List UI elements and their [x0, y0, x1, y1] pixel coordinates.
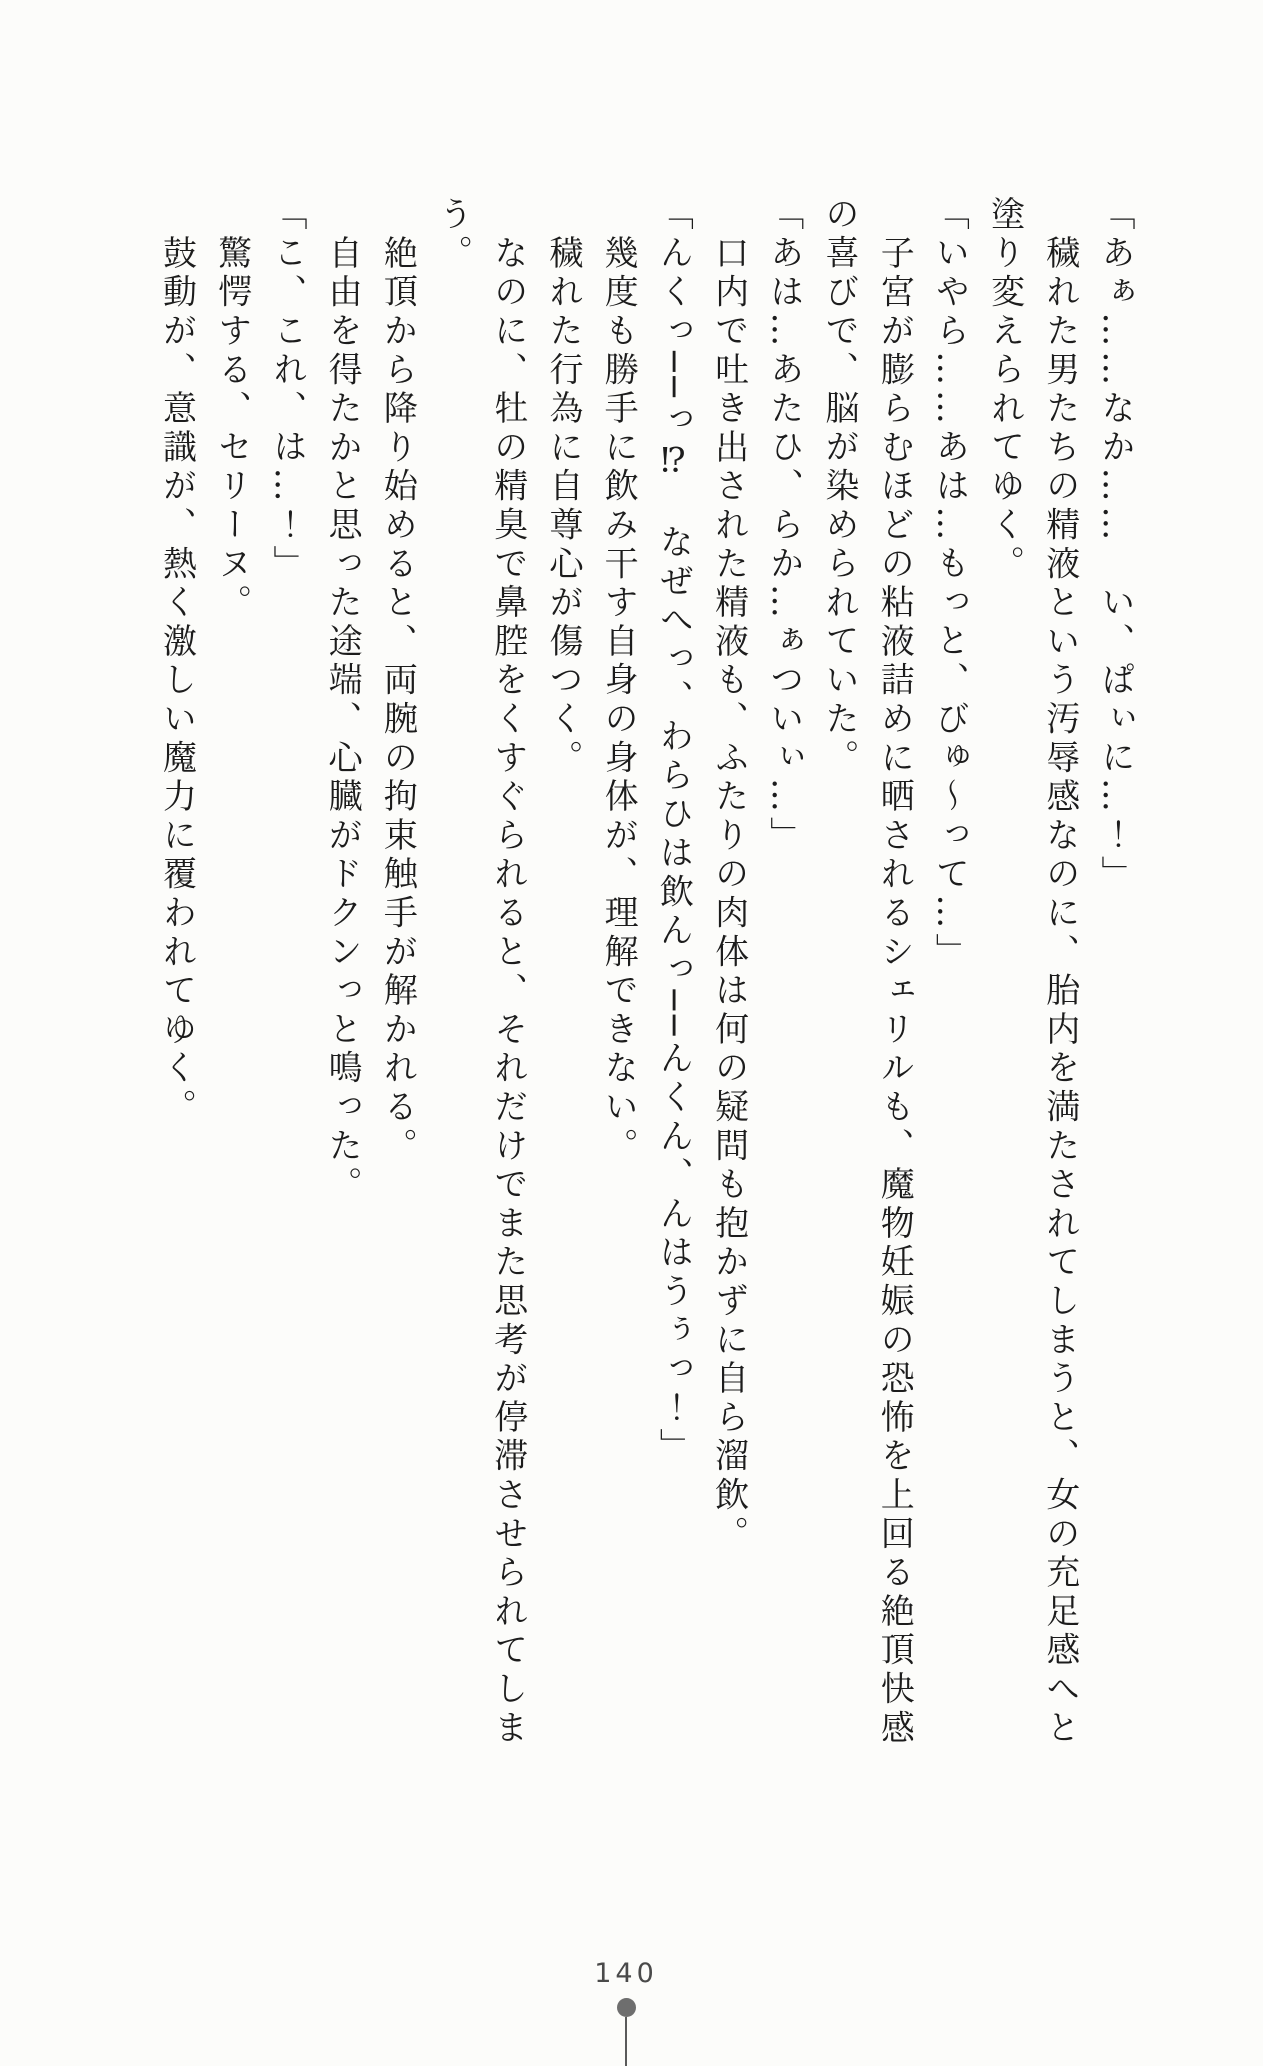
bookmark-dot-icon	[617, 1998, 636, 2017]
text-line: 驚愕する、セリーヌ。	[211, 234, 252, 623]
text-line: 絶頂から降り始めると、両腕の拘束触手が解かれる。	[377, 234, 418, 1166]
text-line: なのに、牡の精臭で鼻腔をくすぐられると、それだけでまた思考が停滞させられてしま	[487, 234, 528, 1748]
text-line: 「あぁ……なか…… い、ぱぃに…！」	[1095, 196, 1135, 895]
text-line: う。	[432, 196, 473, 274]
text-line: 「いやら……あは…もっと、びゅ〜って…」	[929, 196, 970, 972]
text-line: 「こ、これ、は…！」	[266, 196, 307, 584]
text-line: 「んくっ──っ⁉ なぜへっ、わらひは飲んっ──んくん、んはうぅっ！」	[653, 196, 694, 1468]
text-line: 「あは…あたひ、らか…ぁついぃ…」	[763, 196, 804, 856]
text-line: の喜びで、脳が染められていた。	[818, 196, 859, 778]
bookmark-tail-line	[625, 2017, 627, 2066]
text-line: 穢れた男たちの精液という汚辱感なのに、胎内を満たされてしまうと、女の充足感へと	[1039, 234, 1080, 1748]
text-line: 幾度も勝手に飲み干す自身の身体が、理解できない。	[598, 234, 639, 1166]
page-number: 140	[594, 1958, 658, 1989]
page-footer	[563, 1958, 689, 2066]
text-line: 子宮が膨らむほどの粘液詰めに晒されるシェリルも、魔物妊娠の恐怖を上回る絶頂快感	[874, 234, 915, 1748]
text-line: 鼓動が、意識が、熱く激しい魔力に覆われてゆく。	[156, 234, 197, 1128]
text-block	[148, 196, 1142, 1754]
text-line: 塗り変えられてゆく。	[984, 196, 1025, 584]
text-line: 穢れた行為に自尊心が傷つく。	[542, 234, 583, 778]
text-line: 自由を得たかと思った途端、心臓がドクンっと鳴った。	[322, 234, 363, 1205]
text-line: 口内で吐き出された精液も、ふたりの肉体は何の疑問も抱かずに自ら溜飲。	[708, 234, 749, 1554]
